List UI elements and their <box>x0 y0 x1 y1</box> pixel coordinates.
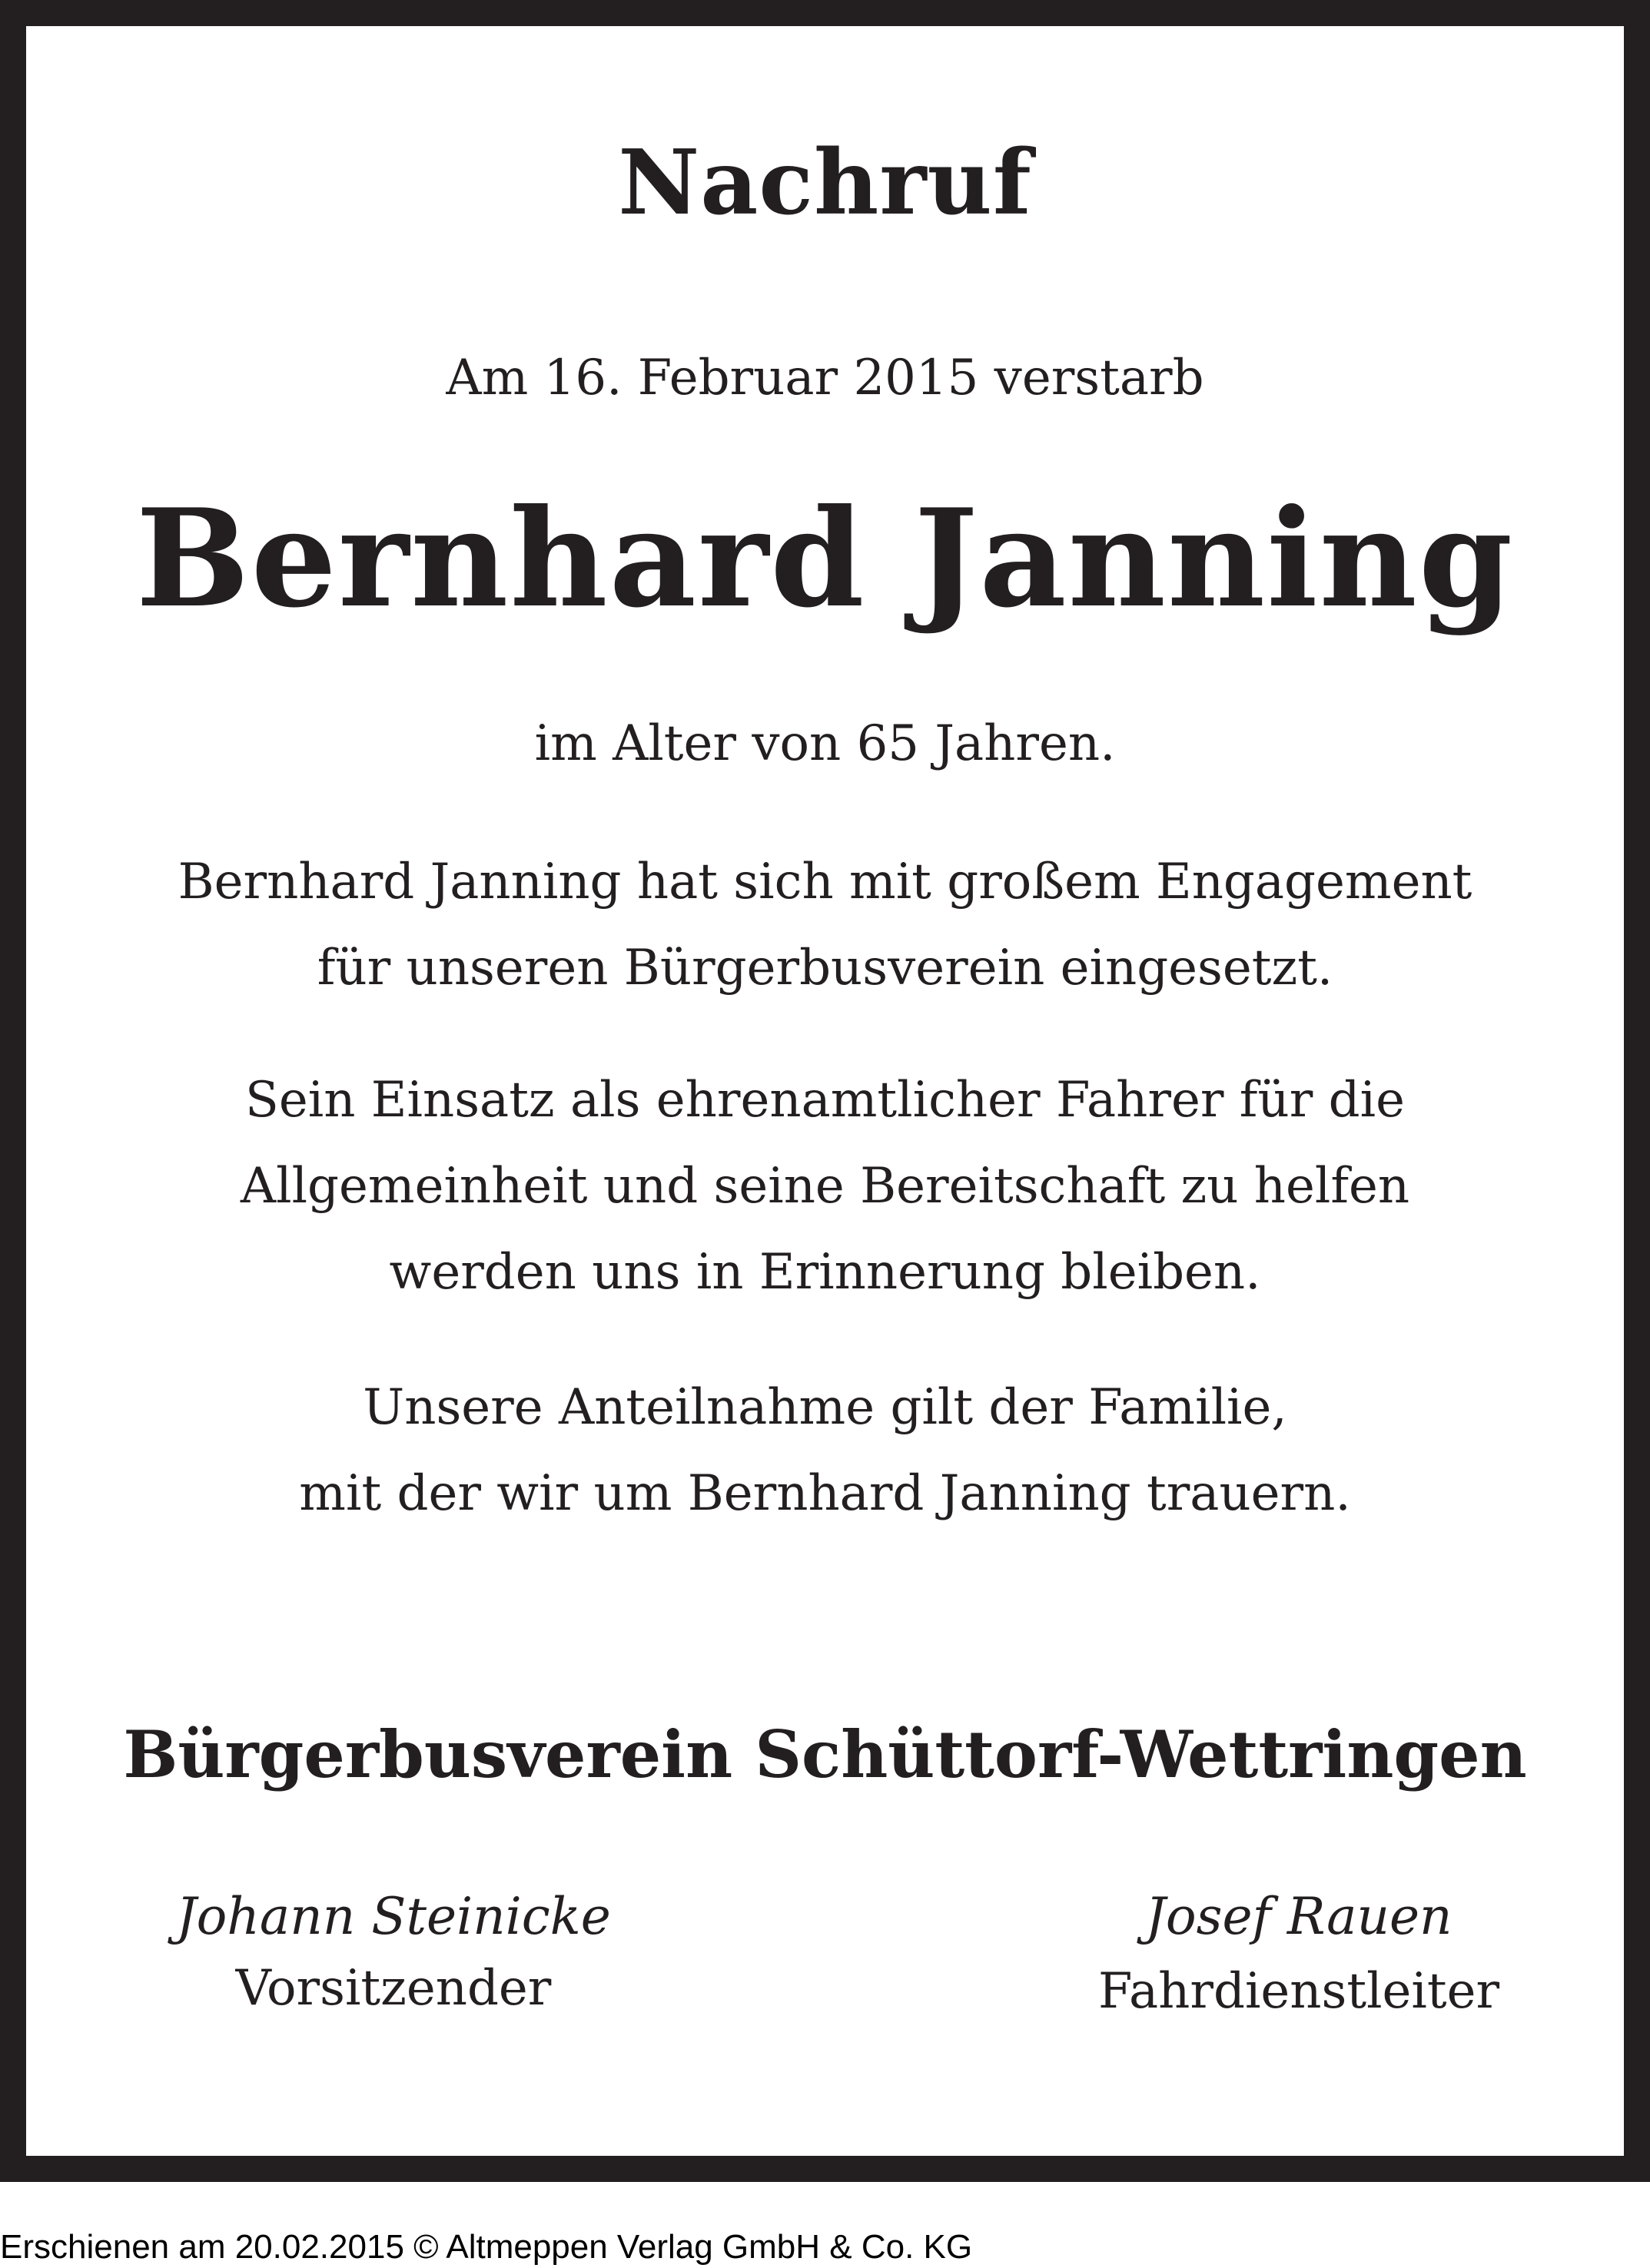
notice-heading: Nachruf <box>618 131 1032 235</box>
publication-footer: Erschienen am 20.02.2015 © Altmeppen Verlag GmbH & Co. KG <box>0 2228 973 2266</box>
organization-name: Bürgerbusverein Schüttorf-Wettringen <box>123 1716 1527 1792</box>
paragraph-2-line-1: Sein Einsatz als ehrenamtlicher Fahrer für die <box>245 1072 1405 1129</box>
paragraph-2-line-3: werden uns in Erinnerung bleiben. <box>389 1244 1261 1301</box>
deceased-name: Bernhard Janning <box>135 480 1515 638</box>
paragraph-3-line-2: mit der wir um Bernhard Janning trauern. <box>299 1465 1351 1522</box>
signatory-2-role: Fahrdienstleiter <box>1097 1963 1500 2020</box>
age-line: im Alter von 65 Jahren. <box>534 715 1116 772</box>
paragraph-3-line-1: Unsere Anteilnahme gilt der Familie, <box>363 1379 1287 1436</box>
signatory-1-role: Vorsitzender <box>235 1960 552 2017</box>
paragraph-1-line-1: Bernhard Janning hat sich mit großem Engagement <box>178 854 1472 910</box>
signatory-2-name: Josef Rauen <box>1145 1887 1452 1946</box>
signatory-1-name: Johann Steinicke <box>176 1887 611 1946</box>
death-date-line: Am 16. Februar 2015 verstarb <box>446 350 1204 406</box>
paragraph-2-line-2: Allgemeinheit und seine Bereitschaft zu helfen <box>240 1158 1410 1215</box>
paragraph-1-line-2: für unseren Bürgerbusverein eingesetzt. <box>317 940 1333 996</box>
